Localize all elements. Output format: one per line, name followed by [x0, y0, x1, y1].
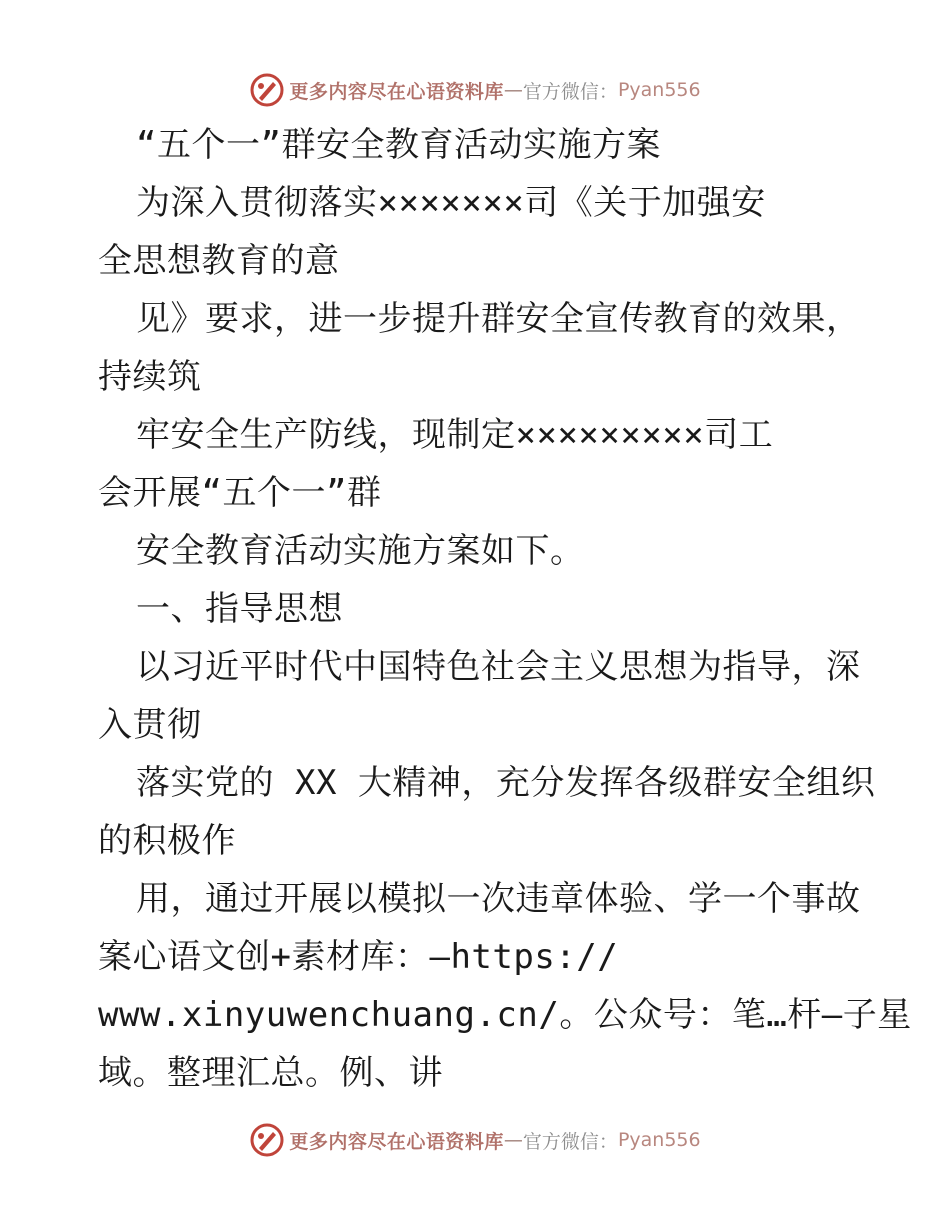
header-wechat-id: Pyan556 — [617, 79, 701, 101]
paragraph-line: 全思想教育的意 — [98, 241, 340, 281]
footer-brand-text: 更多内容尽在心语资料库 — [289, 1130, 504, 1153]
footer-watermark — [0, 1120, 950, 1160]
paragraph-line: 的积极作 — [98, 821, 236, 861]
paragraph-line: 见》要求，进一步提升群安全宣传教育的效果， — [136, 299, 861, 339]
footer-separator: — — [503, 1129, 523, 1151]
paragraph-line: 域。整理汇总。例、讲 — [98, 1053, 443, 1093]
paragraph-line: 持续筑 — [98, 357, 202, 397]
paragraph-line: 入贯彻 — [98, 705, 202, 745]
paragraph-line: 会开展“五个一”群 — [98, 473, 382, 513]
document-body — [98, 116, 912, 1102]
paragraph-line: www.xinyuwenchuang.cn/。公众号：笔…杆—子星 — [98, 995, 912, 1035]
paragraph-line: 以习近平时代中国特色社会主义思想为指导，深 — [136, 647, 861, 687]
header-brand-text: 更多内容尽在心语资料库 — [289, 80, 504, 103]
document-title: “五个一”群安全教育活动实施方案 — [136, 125, 661, 165]
paragraph-line: 案心语文创+素材库：—https:// — [98, 937, 619, 977]
paragraph-line: 安全教育活动实施方案如下。 — [136, 531, 585, 571]
header-official-label: 官方微信： — [522, 80, 618, 103]
paragraph-line: 牢安全生产防线，现制定×××××××××司工 — [136, 415, 774, 455]
section-heading: 一、指导思想 — [136, 589, 343, 629]
brand-logo-icon — [249, 72, 285, 108]
paragraph-line: 落实党的 XX 大精神，充分发挥各级群安全组织 — [136, 763, 876, 803]
brand-logo-icon — [249, 1122, 285, 1158]
footer-official-label: 官方微信： — [522, 1130, 618, 1153]
paragraph-line: 用，通过开展以模拟一次违章体验、学一个事故 — [136, 879, 861, 919]
footer-wechat-id: Pyan556 — [617, 1129, 701, 1151]
paragraph-line: 为深入贯彻落实×××××××司《关于加强安 — [136, 183, 766, 223]
header-separator: — — [503, 79, 523, 101]
header-watermark — [0, 70, 950, 110]
